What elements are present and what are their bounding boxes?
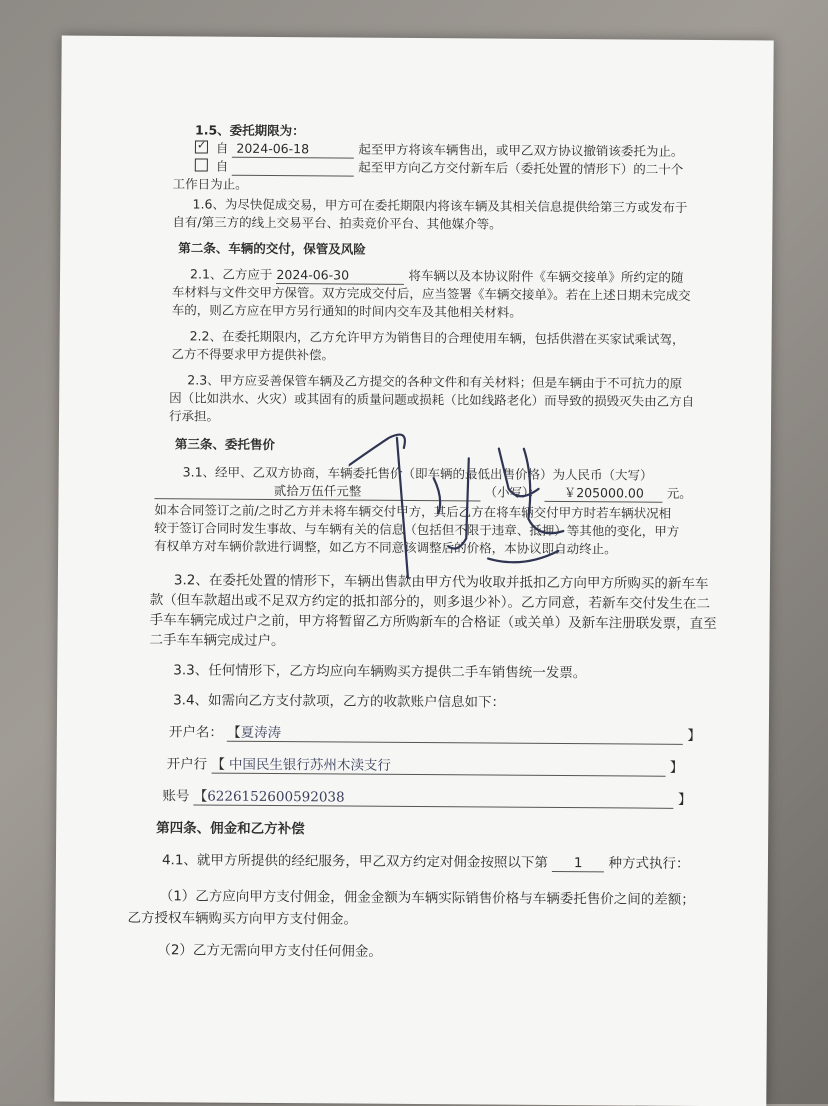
- check-icon: ✓: [196, 138, 207, 152]
- clause-3-2-line4: 二手车车辆完成过户。: [149, 632, 285, 650]
- bracket-open: 【: [211, 756, 225, 773]
- account-number-label: 账号: [162, 788, 190, 805]
- bank-field: [211, 757, 665, 777]
- bracket-close: 】: [677, 791, 692, 808]
- clause-4-1-tail: 种方式执行：: [608, 855, 690, 872]
- clause-1-6-line2: 自有/第三方的线上交易平台、拍卖竞价平台、其他媒介等。: [172, 214, 502, 232]
- clause-1-5-option-2: [195, 158, 684, 178]
- clause-2-1-line1: [190, 266, 683, 286]
- article-4-title: 第四条、佣金和乙方补偿: [156, 820, 305, 838]
- bank-row: [167, 756, 684, 777]
- option-1-line2: 乙方授权车辆购买方向甲方支付佣金。: [127, 910, 358, 928]
- clause-2-1-tail: 将车辆以及本协议附件《车辆交接单》所约定的随: [408, 267, 684, 285]
- commission-choice-field: [552, 855, 604, 872]
- clause-3-1-line4: 较于签订合同时发生事故、与车辆有关的信息（包括但不限于违章、抵押）等其他的变化，甲方: [154, 520, 680, 539]
- clause-3-1-line1: 3.1、经甲、乙双方协商，车辆委托售价（即车辆的最低出售价格）为人民币（大写）: [182, 464, 653, 483]
- checkbox-unchecked: [195, 158, 208, 171]
- account-name-value: 夏涛涛: [240, 724, 282, 742]
- clause-4-1-line1: [162, 852, 690, 873]
- clause-3-2-line2: 款（但车款超出或不足双方约定的抵扣部分的，则多退少补）。乙方同意，若新车交付发生在二: [149, 592, 711, 613]
- option-1-date-field: [232, 141, 354, 159]
- clause-1-5-cont: 工作日为止。: [172, 176, 248, 192]
- clause-2-3-line2: 因（比如洪水、火灾）或其固有的质量问题或损耗（比如线路老化）而导致的损毁灭失由乙方自: [169, 390, 695, 409]
- clause-2-1-line3: 车的，则乙方应在甲方另行通知的时间内交车及其他相关材料。: [171, 302, 522, 320]
- clause-4-1-prefix: 4.1、就甲方所提供的经纪服务，甲乙双方约定对佣金按照以下第: [161, 852, 548, 871]
- option-1-prefix: 自: [215, 140, 229, 156]
- option-2-line1: （2）乙方无需向甲方支付任何佣金。: [157, 942, 382, 960]
- bank-label: 开户行: [166, 756, 208, 773]
- bracket-close: 】: [669, 759, 684, 776]
- account-name-row: [169, 724, 701, 745]
- upper-amount: 贰拾万伍仟元整: [273, 483, 362, 499]
- clause-1-5-option-1: [195, 140, 684, 160]
- account-number-row: [162, 788, 691, 809]
- clause-2-3-line3: 行承担。: [169, 408, 220, 424]
- clause-3-4-line1: 3.4、如需向乙方支付款项，乙方的收款账户信息如下：: [173, 692, 506, 711]
- clause-1-5-heading: 1.5、委托期限为：: [195, 122, 305, 139]
- option-1-line1: （1）乙方应向甲方支付佣金，佣金金额为车辆实际销售价格与车辆委托售价之间的差额；: [159, 888, 695, 908]
- delivery-date: 2024-06-30: [276, 267, 350, 283]
- bank-value: 中国民生银行苏州木渎支行: [228, 756, 391, 774]
- checkbox-checked: [195, 140, 208, 153]
- clause-3-3-line1: 3.3、任何情形下，乙方均应向车辆购买方提供二手车销售统一发票。: [173, 662, 587, 682]
- contract-page: [54, 36, 773, 1106]
- account-number-field: [194, 788, 674, 808]
- account-number-value: 6226152600592038: [207, 788, 345, 806]
- clause-3-2-line1: 3.2、在委托处置的情形下，车辆出售款由甲方代为收取并抵扣乙方向甲方所购买的新车车: [173, 572, 709, 593]
- delivery-date-field: [276, 267, 404, 285]
- option-2-tail: 起至甲方向乙方交付新车后（委托处置的情形下）的二十个: [358, 159, 684, 177]
- account-name-field: [227, 725, 683, 745]
- commission-choice: 1: [573, 855, 583, 872]
- handwritten-signature: [348, 418, 609, 610]
- option-1-date: 2024-06-18: [236, 140, 310, 157]
- account-name-label: 开户名：: [168, 724, 223, 741]
- lowercase-amount: ￥205000.00: [563, 485, 644, 501]
- option-2-date-field: [232, 159, 354, 177]
- article-2-title: 第二条、车辆的交付，保管及风险: [178, 240, 366, 257]
- currency-unit: 元。: [666, 485, 692, 501]
- lowercase-label: （小写）：: [484, 484, 541, 500]
- clause-2-3-line1: 2.3、甲方应妥善保管车辆及乙方提交的各种文件和有关材料；但是车辆由于不可抗力的原: [187, 372, 683, 391]
- bracket-open: 【: [227, 724, 241, 741]
- article-3-title: 第三条、委托售价: [174, 436, 275, 453]
- clause-3-1-line5: 有权单方对车辆价款进行调整，如乙方不同意该调整后的价格，本协议即自动终止。: [154, 538, 617, 557]
- clause-2-1-line2: 车材料与文件交甲方保管。双方完成交付后，应当签署《车辆交接单》。若在上述日期未完成交: [171, 284, 691, 303]
- clause-2-1-prefix: 2.1、乙方应于: [190, 266, 273, 283]
- option-2-prefix: 自: [215, 158, 229, 174]
- clause-3-2-line3: 手车车辆完成过户之前，甲方将暂留乙方所购新车的合格证（或关单）及新车注册联发票，直至: [149, 612, 717, 633]
- option-1-tail: 起至甲方将该车辆售出，或甲乙双方协议撤销该委托为止。: [358, 141, 684, 159]
- bracket-close: 】: [687, 727, 702, 745]
- clause-2-2-line1: 2.2、在委托期限内，乙方允许甲方为销售目的合理使用车辆，包括供潜在买家试乘试驾，: [189, 328, 685, 347]
- clause-2-2-line2: 乙方不得要求甲方提供补偿。: [171, 346, 335, 363]
- bracket-open: 【: [193, 788, 208, 805]
- clause-3-1-line3: 如本合同签订之前/之时乙方并未将车辆交付甲方，其后乙方在将车辆交付甲方时若车辆状况相: [154, 502, 672, 521]
- clause-1-6-line1: 1.6、为尽快促成交易，甲方可在委托期限内将该车辆及其相关信息提供给第三方或发布于: [192, 196, 688, 215]
